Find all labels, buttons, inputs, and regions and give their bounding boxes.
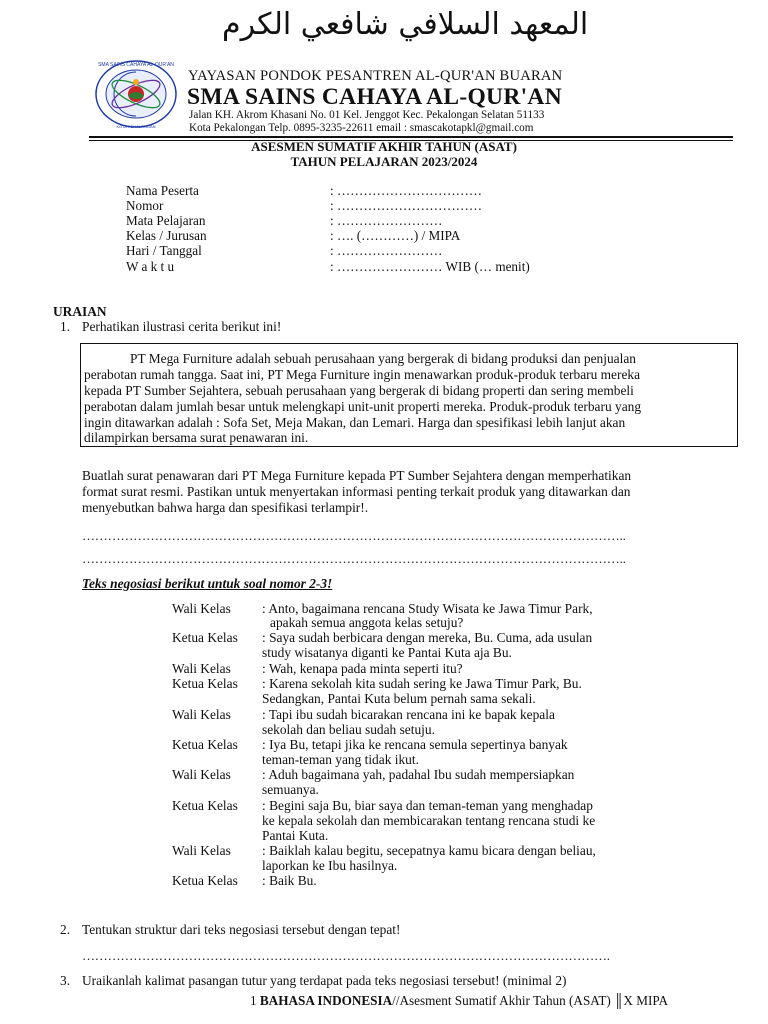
school-name: SMA SAINS CAHAYA AL-QUR'AN <box>187 84 562 110</box>
dialog-speaker: Ketua Kelas <box>172 873 238 888</box>
dialog-text: : Wah, kenapa pada minta seperti itu? <box>262 661 463 676</box>
answer-line[interactable]: ……………………………………………………………………………………………………………. <box>82 948 610 963</box>
dialog-text: study wisatanya diganti ke Pantai Kuta aja Bu. <box>262 645 512 660</box>
dialog-text: : Anto, bagaimana rencana Study Wisata ke Jawa Timur Park, <box>262 601 593 616</box>
question-number: 3. <box>60 973 71 988</box>
identity-value: : …………………… <box>330 213 443 228</box>
dialog-text: Pantai Kuta. <box>262 828 329 843</box>
answer-line[interactable]: ……………………………………………………………………………………………………………….. <box>82 528 626 543</box>
task-line: format surat resmi. Pastikan untuk menyertakan informasi penting terkait produk yang ditawarkan dan <box>82 484 631 499</box>
dialog-speaker: Wali Kelas <box>172 843 231 858</box>
dialog-text: : Aduh bagaimana yah, padahal Ibu sudah mempersiapkan <box>262 767 575 782</box>
dialog-speaker: Ketua Kelas <box>172 630 238 645</box>
exam-year: TAHUN PELAJARAN 2023/2024 <box>290 154 478 169</box>
dialog-text: laporkan ke Ibu hasilnya. <box>262 858 398 873</box>
arabic-school-name: المعهد السلافي شافعي الكرم <box>222 7 589 42</box>
dialog-text: : Saya sudah berbicara dengan mereka, Bu. Cuma, ada usulan <box>262 630 593 645</box>
dialog-text: : Baik Bu. <box>262 873 317 888</box>
dialog-text: : Iya Bu, tetapi jika ke rencana semula sepertinya banyak <box>262 737 568 752</box>
dialog-speaker: Wali Kelas <box>172 601 231 616</box>
dialog-speaker: Wali Kelas <box>172 707 231 722</box>
dialog-text: : Baiklah kalau begitu, secepatnya kamu bicara dengan beliau, <box>262 843 596 858</box>
dialog-speaker: Wali Kelas <box>172 767 231 782</box>
story-line: perabotan rumah tangga. Saat ini, PT Mega Furniture ingin menawarkan produk-produk terbaru mereka <box>84 367 641 382</box>
school-logo <box>92 58 180 130</box>
dialog-speaker: Ketua Kelas <box>172 737 238 752</box>
identity-label: Hari / Tanggal <box>126 243 202 258</box>
identity-value: : …………………………… <box>330 198 483 213</box>
logo-text: SMA SAINS CAHAYA AL-QUR'AN <box>98 62 174 68</box>
logo-subtext: KOTA PEKALONGAN <box>116 124 156 129</box>
question-prompt: Uraikanlah kalimat pasangan tutur yang terdapat pada teks negosiasi tersebut! (minimal 2) <box>82 973 567 988</box>
footer-class: X MIPA <box>623 993 669 1008</box>
identity-value: : …………………… <box>330 243 443 258</box>
footer-separator: ║ <box>614 993 624 1008</box>
dialog-heading: Teks negosiasi berikut untuk soal nomor 2-3! <box>82 576 333 591</box>
header-divider <box>89 136 733 138</box>
dialog-text: : Karena sekolah kita sudah sering ke Jawa Timur Park, Bu. <box>262 676 582 691</box>
page-footer <box>250 993 668 1009</box>
question-number: 1. <box>60 319 71 334</box>
dialog-text: Sedangkan, Pantai Kuta belum pernah sama sekali. <box>262 691 536 706</box>
footer-exam: //Asesment Sumatif Akhir Tahun (ASAT) <box>392 993 611 1008</box>
dialog-text: : Tapi ibu sudah bicarakan rencana ini ke bapak kepala <box>262 707 555 722</box>
dialog-text: ke kepala sekolah dan membicarakan tentang rencana studi ke <box>262 813 596 828</box>
school-contact: Kota Pekalongan Telp. 0895-3235-22611 email : smascakotapkl@gmail.com <box>189 122 534 134</box>
identity-value: : …. (…………) / MIPA <box>330 228 461 243</box>
dialog-text: semuanya. <box>262 782 319 797</box>
task-line: Buatlah surat penawaran dari PT Mega Furniture kepada PT Sumber Sejahtera dengan memperhatikan <box>82 468 632 483</box>
dialog-text: sekolah dan beliau sudah setuju. <box>262 722 435 737</box>
story-line: perabotan dalam jumlah besar untuk melengkapi unit-unit properti mereka. Produk-produk terbaru yang <box>84 399 642 414</box>
question-prompt: Tentukan struktur dari teks negosiasi tersebut dengan tepat! <box>82 922 401 937</box>
story-line: kepada PT Sumber Sejahtera, sebuah perusahaan yang bergerak di bidang properti dan sering membeli <box>84 383 634 398</box>
story-line: dilampirkan bersama surat penawaran ini. <box>84 430 309 445</box>
answer-line[interactable]: ……………………………………………………………………………………………………………….. <box>82 551 626 566</box>
identity-label: W a k t u <box>126 259 175 274</box>
dialog-text: : Begini saja Bu, biar saya dan teman-teman yang menghadap <box>262 798 593 813</box>
identity-value: : …………………… WIB (… menit) <box>330 259 530 274</box>
exam-title: ASESMEN SUMATIF AKHIR TAHUN (ASAT) <box>251 139 517 154</box>
identity-label: Nomor <box>126 198 164 213</box>
question-number: 2. <box>60 922 71 937</box>
dialog-speaker: Ketua Kelas <box>172 798 238 813</box>
identity-value: : …………………………… <box>330 183 483 198</box>
page-number: 1 <box>250 993 257 1008</box>
identity-label: Mata Pelajaran <box>126 213 206 228</box>
story-line: PT Mega Furniture adalah sebuah perusahaan yang bergerak di bidang produksi dan penjualan <box>130 351 636 366</box>
dialog-speaker: Ketua Kelas <box>172 676 238 691</box>
identity-label: Nama Peserta <box>126 183 199 198</box>
story-line: ingin ditawarkan adalah : Sofa Set, Meja Makan, dan Lemari. Harga dan spesifikasi lebih lanjut akan <box>84 415 626 430</box>
dialog-text: teman-teman yang tidak ikut. <box>262 752 419 767</box>
dialog-text: apakah semua anggota kelas setuju? <box>270 615 464 630</box>
task-line: menyebutkan bahwa harga dan spesifikasi terlampir!. <box>82 500 369 515</box>
footer-subject: BAHASA INDONESIA <box>259 993 393 1008</box>
question-prompt: Perhatikan ilustrasi cerita berikut ini! <box>82 319 282 334</box>
foundation-name: YAYASAN PONDOK PESANTREN AL-QUR'AN BUARAN <box>188 68 563 84</box>
section-heading: URAIAN <box>53 304 107 319</box>
school-address: Jalan KH. Akrom Khasani No. 01 Kel. Jenggot Kec. Pekalongan Selatan 51133 <box>189 109 545 121</box>
identity-label: Kelas / Jurusan <box>126 228 207 243</box>
dialog-speaker: Wali Kelas <box>172 661 231 676</box>
